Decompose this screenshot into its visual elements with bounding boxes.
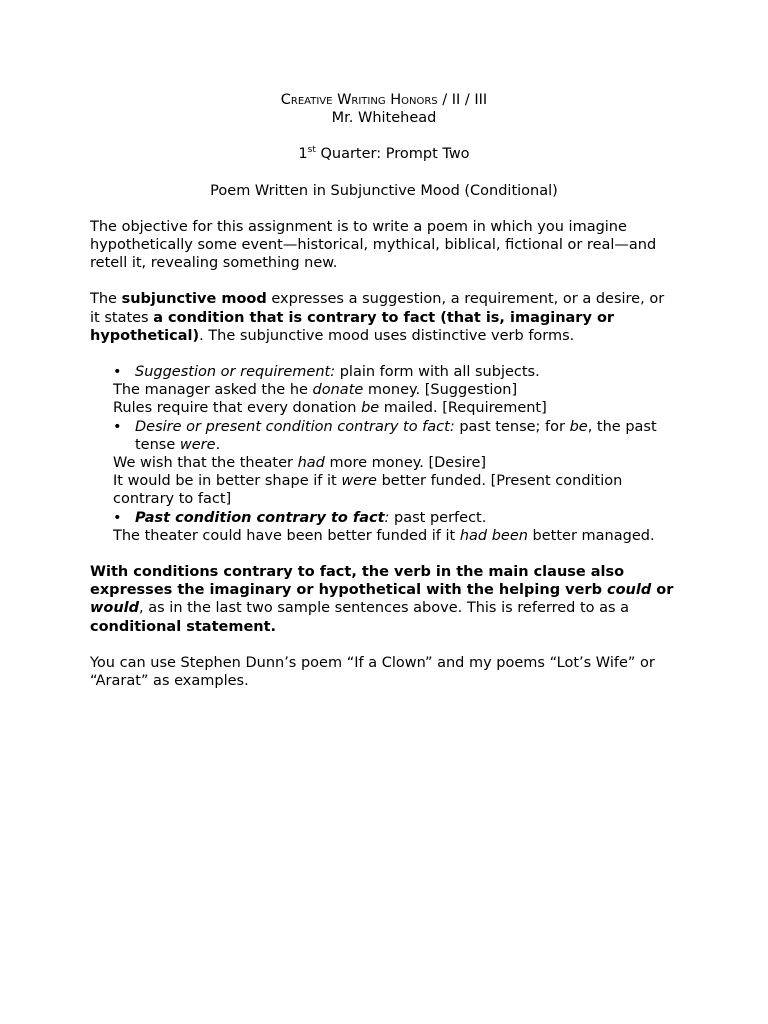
example-sentence xyxy=(90,381,678,399)
example-sentence xyxy=(90,527,678,545)
bullet-icon: • xyxy=(113,418,122,435)
example-text: better managed. xyxy=(527,527,655,544)
example-verb: donate xyxy=(312,382,364,399)
example-verb: be xyxy=(361,400,380,417)
bullet-verb: were xyxy=(179,436,216,453)
bullet-label: Desire or present condition contrary to fact: xyxy=(135,418,455,435)
example-verb: had xyxy=(297,455,325,472)
list-item xyxy=(90,509,678,527)
example-text: money. [Suggestion] xyxy=(363,382,518,399)
conditions-bold-text: With conditions contrary to fact, the verb in the main clause also expresses the imaginary or hypothetical with the helping verb xyxy=(90,564,625,599)
bullet-icon: • xyxy=(113,509,122,526)
assignment-title: Poem Written in Subjunctive Mood (Conditional) xyxy=(210,182,558,199)
bullet-colon: : xyxy=(384,509,390,526)
helping-verb-could: could xyxy=(607,582,652,599)
list-item xyxy=(90,363,678,381)
contrary-to-fact-term: a condition that is contrary to fact (that is, imaginary or hypothetical) xyxy=(90,309,615,344)
course-title: Creative Writing Honors / II / III xyxy=(280,92,488,108)
bullet-description: . xyxy=(215,436,221,453)
definition-text: The xyxy=(90,291,122,308)
helping-verb-would: would xyxy=(90,600,140,617)
quarter-text: Quarter: Prompt Two xyxy=(315,146,470,163)
bullet-description: plain form with all subjects. xyxy=(335,364,540,381)
example-sentence xyxy=(90,454,678,472)
examples-paragraph: You can use Stephen Dunn’s poem “If a Clown” and my poems “Lot’s Wife” or “Ararat” as examples. xyxy=(90,654,655,690)
example-text: The manager asked the he xyxy=(113,382,313,399)
example-text: We wish that the theater xyxy=(113,455,298,472)
bullet-verb: be xyxy=(569,418,588,435)
example-text: more money. [Desire] xyxy=(324,455,487,472)
bullet-label: Past condition contrary to fact xyxy=(135,509,385,526)
quarter-ordinal: st xyxy=(307,145,316,156)
teacher-name: Mr. Whitehead xyxy=(331,110,437,127)
bullet-icon: • xyxy=(113,364,122,381)
bullet-label: Suggestion or requirement: xyxy=(135,364,336,381)
definition-text: expresses a suggestion, a requirement, or a desire, or it states xyxy=(90,291,665,326)
example-text: mailed. [Requirement] xyxy=(379,400,547,417)
conditional-statement-term: conditional statement. xyxy=(90,618,277,635)
list-item xyxy=(90,418,678,454)
example-text: It would be in better shape if it xyxy=(113,473,342,490)
objective-paragraph: The objective for this assignment is to write a poem in which you imagine hypothetically some event—historical, mythical, biblical, fictional or real—and retell it, revealing something new. xyxy=(90,218,657,272)
example-verb: had been xyxy=(459,527,528,544)
bullet-text xyxy=(135,363,678,381)
conditions-bold-text: or xyxy=(651,582,674,599)
conditions-text: , as in the last two sample sentences above. This is referred to as a xyxy=(139,600,630,617)
verb-forms-list xyxy=(90,363,678,545)
conditions-paragraph xyxy=(90,563,678,636)
bullet-text xyxy=(135,509,678,527)
example-sentence xyxy=(90,472,678,508)
bullet-description: past perfect. xyxy=(389,509,487,526)
example-text: The theater could have been better funded if it xyxy=(113,527,460,544)
bullet-description: , the past tense xyxy=(135,418,657,453)
example-text: Rules require that every donation xyxy=(113,400,362,417)
example-verb: were xyxy=(341,473,377,490)
quarter-number: 1 xyxy=(298,146,308,163)
definition-paragraph xyxy=(90,290,678,345)
bullet-text xyxy=(135,418,678,454)
example-sentence xyxy=(90,399,678,417)
quarter-heading xyxy=(90,145,678,163)
subjunctive-mood-term: subjunctive mood xyxy=(121,291,267,308)
example-text: better funded. [Present condition contrary to fact] xyxy=(113,473,623,508)
definition-text: . The subjunctive mood uses distinctive verb forms. xyxy=(199,327,575,344)
bullet-description: past tense; for xyxy=(454,418,570,435)
